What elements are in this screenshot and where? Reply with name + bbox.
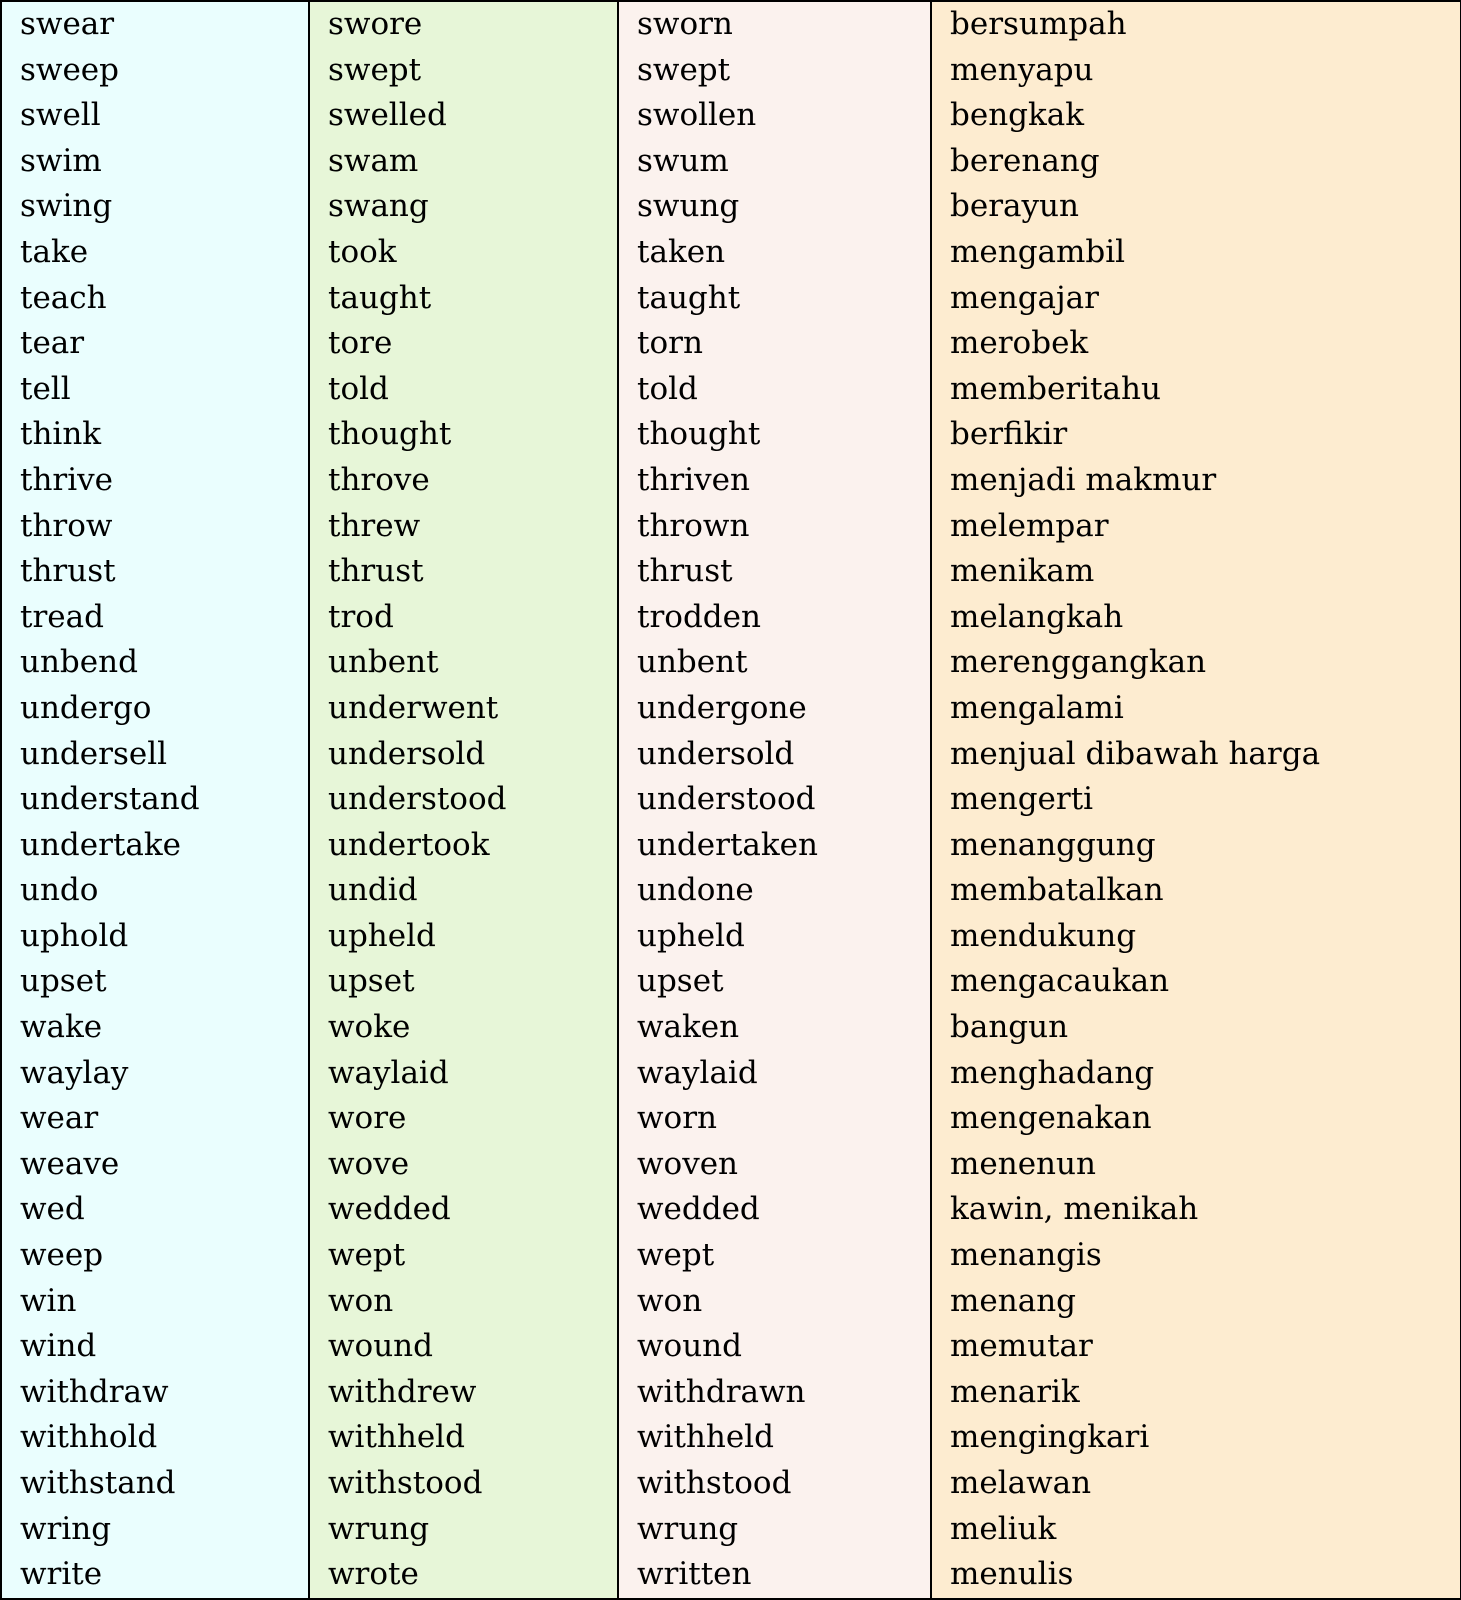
past-participle-cell: worn xyxy=(618,1096,931,1142)
past-form-cell: won xyxy=(309,1279,618,1325)
translation-cell: mengalami xyxy=(931,686,1461,732)
base-form-cell: tear xyxy=(1,321,309,367)
table-row xyxy=(1,504,1461,550)
past-participle-cell: wept xyxy=(618,1233,931,1279)
past-participle-cell: sworn xyxy=(618,1,931,48)
translation-cell: menenun xyxy=(931,1142,1461,1188)
translation-cell: melangkah xyxy=(931,595,1461,641)
table-row xyxy=(1,1005,1461,1051)
past-form-cell: wrote xyxy=(309,1552,618,1599)
past-form-cell: unbent xyxy=(309,640,618,686)
past-participle-cell: trodden xyxy=(618,595,931,641)
base-form-cell: thrust xyxy=(1,549,309,595)
base-form-cell: sweep xyxy=(1,48,309,94)
past-form-cell: undertook xyxy=(309,823,618,869)
base-form-cell: wear xyxy=(1,1096,309,1142)
past-form-cell: swore xyxy=(309,1,618,48)
translation-cell: mengajar xyxy=(931,276,1461,322)
translation-cell: meliuk xyxy=(931,1507,1461,1553)
table-row xyxy=(1,184,1461,230)
past-participle-cell: wedded xyxy=(618,1187,931,1233)
past-participle-cell: thrust xyxy=(618,549,931,595)
table-row xyxy=(1,640,1461,686)
table-row xyxy=(1,230,1461,276)
past-form-cell: underwent xyxy=(309,686,618,732)
past-participle-cell: wrung xyxy=(618,1507,931,1553)
past-form-cell: thrust xyxy=(309,549,618,595)
past-participle-cell: swollen xyxy=(618,93,931,139)
past-form-cell: wove xyxy=(309,1142,618,1188)
past-form-cell: withdrew xyxy=(309,1370,618,1416)
base-form-cell: teach xyxy=(1,276,309,322)
table-row xyxy=(1,1233,1461,1279)
translation-cell: menghadang xyxy=(931,1051,1461,1097)
past-form-cell: upset xyxy=(309,959,618,1005)
table-row xyxy=(1,777,1461,823)
past-participle-cell: undersold xyxy=(618,732,931,778)
translation-cell: berenang xyxy=(931,139,1461,185)
table-row xyxy=(1,1415,1461,1461)
table-row xyxy=(1,1324,1461,1370)
past-form-cell: undid xyxy=(309,868,618,914)
past-form-cell: wrung xyxy=(309,1507,618,1553)
table-row xyxy=(1,412,1461,458)
past-form-cell: tore xyxy=(309,321,618,367)
base-form-cell: uphold xyxy=(1,914,309,960)
base-form-cell: tread xyxy=(1,595,309,641)
past-participle-cell: told xyxy=(618,367,931,413)
past-participle-cell: swum xyxy=(618,139,931,185)
past-participle-cell: taught xyxy=(618,276,931,322)
table-row xyxy=(1,686,1461,732)
past-participle-cell: upheld xyxy=(618,914,931,960)
table-row xyxy=(1,823,1461,869)
table-row xyxy=(1,139,1461,185)
past-participle-cell: upset xyxy=(618,959,931,1005)
base-form-cell: wed xyxy=(1,1187,309,1233)
base-form-cell: throw xyxy=(1,504,309,550)
base-form-cell: tell xyxy=(1,367,309,413)
translation-cell: bangun xyxy=(931,1005,1461,1051)
past-form-cell: took xyxy=(309,230,618,276)
past-participle-cell: thriven xyxy=(618,458,931,504)
table-row xyxy=(1,1187,1461,1233)
past-form-cell: withheld xyxy=(309,1415,618,1461)
translation-cell: merobek xyxy=(931,321,1461,367)
past-participle-cell: won xyxy=(618,1279,931,1325)
translation-cell: berfikir xyxy=(931,412,1461,458)
base-form-cell: undo xyxy=(1,868,309,914)
verb-table-body xyxy=(1,1,1461,1599)
past-form-cell: threw xyxy=(309,504,618,550)
translation-cell: menanggung xyxy=(931,823,1461,869)
past-form-cell: withstood xyxy=(309,1461,618,1507)
base-form-cell: understand xyxy=(1,777,309,823)
table-row xyxy=(1,1279,1461,1325)
base-form-cell: withdraw xyxy=(1,1370,309,1416)
past-participle-cell: waylaid xyxy=(618,1051,931,1097)
base-form-cell: think xyxy=(1,412,309,458)
translation-cell: melawan xyxy=(931,1461,1461,1507)
translation-cell: mengingkari xyxy=(931,1415,1461,1461)
base-form-cell: wring xyxy=(1,1507,309,1553)
base-form-cell: swing xyxy=(1,184,309,230)
table-row xyxy=(1,1142,1461,1188)
translation-cell: menarik xyxy=(931,1370,1461,1416)
base-form-cell: take xyxy=(1,230,309,276)
past-form-cell: thought xyxy=(309,412,618,458)
table-row xyxy=(1,1096,1461,1142)
translation-cell: bengkak xyxy=(931,93,1461,139)
past-participle-cell: wound xyxy=(618,1324,931,1370)
translation-cell: memberitahu xyxy=(931,367,1461,413)
past-form-cell: swelled xyxy=(309,93,618,139)
past-participle-cell: swung xyxy=(618,184,931,230)
translation-cell: mengerti xyxy=(931,777,1461,823)
table-row xyxy=(1,1507,1461,1553)
table-row xyxy=(1,276,1461,322)
past-form-cell: woke xyxy=(309,1005,618,1051)
table-row xyxy=(1,93,1461,139)
past-form-cell: undersold xyxy=(309,732,618,778)
base-form-cell: withstand xyxy=(1,1461,309,1507)
table-row xyxy=(1,321,1461,367)
past-form-cell: told xyxy=(309,367,618,413)
translation-cell: menyapu xyxy=(931,48,1461,94)
translation-cell: melempar xyxy=(931,504,1461,550)
translation-cell: berayun xyxy=(931,184,1461,230)
past-form-cell: taught xyxy=(309,276,618,322)
table-row xyxy=(1,595,1461,641)
translation-cell: menang xyxy=(931,1279,1461,1325)
past-form-cell: throve xyxy=(309,458,618,504)
past-participle-cell: written xyxy=(618,1552,931,1599)
past-form-cell: upheld xyxy=(309,914,618,960)
past-form-cell: wore xyxy=(309,1096,618,1142)
table-row xyxy=(1,868,1461,914)
translation-cell: mengenakan xyxy=(931,1096,1461,1142)
translation-cell: mengacaukan xyxy=(931,959,1461,1005)
base-form-cell: wake xyxy=(1,1005,309,1051)
translation-cell: menjual dibawah harga xyxy=(931,732,1461,778)
past-form-cell: wedded xyxy=(309,1187,618,1233)
past-participle-cell: unbent xyxy=(618,640,931,686)
translation-cell: menjadi makmur xyxy=(931,458,1461,504)
table-row xyxy=(1,959,1461,1005)
past-participle-cell: withstood xyxy=(618,1461,931,1507)
translation-cell: menulis xyxy=(931,1552,1461,1599)
translation-cell: bersumpah xyxy=(931,1,1461,48)
base-form-cell: wind xyxy=(1,1324,309,1370)
base-form-cell: weep xyxy=(1,1233,309,1279)
table-row xyxy=(1,549,1461,595)
past-participle-cell: taken xyxy=(618,230,931,276)
past-participle-cell: undertaken xyxy=(618,823,931,869)
table-row xyxy=(1,732,1461,778)
past-participle-cell: torn xyxy=(618,321,931,367)
base-form-cell: swim xyxy=(1,139,309,185)
past-participle-cell: thought xyxy=(618,412,931,458)
table-row xyxy=(1,48,1461,94)
base-form-cell: withhold xyxy=(1,1415,309,1461)
translation-cell: kawin, menikah xyxy=(931,1187,1461,1233)
past-form-cell: swept xyxy=(309,48,618,94)
table-row xyxy=(1,914,1461,960)
past-form-cell: wept xyxy=(309,1233,618,1279)
past-form-cell: waylaid xyxy=(309,1051,618,1097)
table-row xyxy=(1,458,1461,504)
base-form-cell: undersell xyxy=(1,732,309,778)
past-form-cell: understood xyxy=(309,777,618,823)
past-form-cell: swam xyxy=(309,139,618,185)
base-form-cell: unbend xyxy=(1,640,309,686)
table-row xyxy=(1,1370,1461,1416)
past-participle-cell: undone xyxy=(618,868,931,914)
base-form-cell: win xyxy=(1,1279,309,1325)
past-participle-cell: withheld xyxy=(618,1415,931,1461)
translation-cell: memutar xyxy=(931,1324,1461,1370)
past-form-cell: trod xyxy=(309,595,618,641)
table-row xyxy=(1,367,1461,413)
translation-cell: menangis xyxy=(931,1233,1461,1279)
translation-cell: membatalkan xyxy=(931,868,1461,914)
table-row xyxy=(1,1,1461,48)
translation-cell: mendukung xyxy=(931,914,1461,960)
base-form-cell: undergo xyxy=(1,686,309,732)
past-participle-cell: withdrawn xyxy=(618,1370,931,1416)
past-form-cell: wound xyxy=(309,1324,618,1370)
base-form-cell: write xyxy=(1,1552,309,1599)
base-form-cell: thrive xyxy=(1,458,309,504)
past-participle-cell: swept xyxy=(618,48,931,94)
past-participle-cell: understood xyxy=(618,777,931,823)
past-participle-cell: undergone xyxy=(618,686,931,732)
past-participle-cell: thrown xyxy=(618,504,931,550)
base-form-cell: swear xyxy=(1,1,309,48)
translation-cell: menikam xyxy=(931,549,1461,595)
past-form-cell: swang xyxy=(309,184,618,230)
base-form-cell: weave xyxy=(1,1142,309,1188)
translation-cell: mengambil xyxy=(931,230,1461,276)
table-row xyxy=(1,1552,1461,1599)
table-row xyxy=(1,1461,1461,1507)
past-participle-cell: waken xyxy=(618,1005,931,1051)
base-form-cell: swell xyxy=(1,93,309,139)
past-participle-cell: woven xyxy=(618,1142,931,1188)
table-row xyxy=(1,1051,1461,1097)
base-form-cell: waylay xyxy=(1,1051,309,1097)
base-form-cell: undertake xyxy=(1,823,309,869)
base-form-cell: upset xyxy=(1,959,309,1005)
translation-cell: merenggangkan xyxy=(931,640,1461,686)
